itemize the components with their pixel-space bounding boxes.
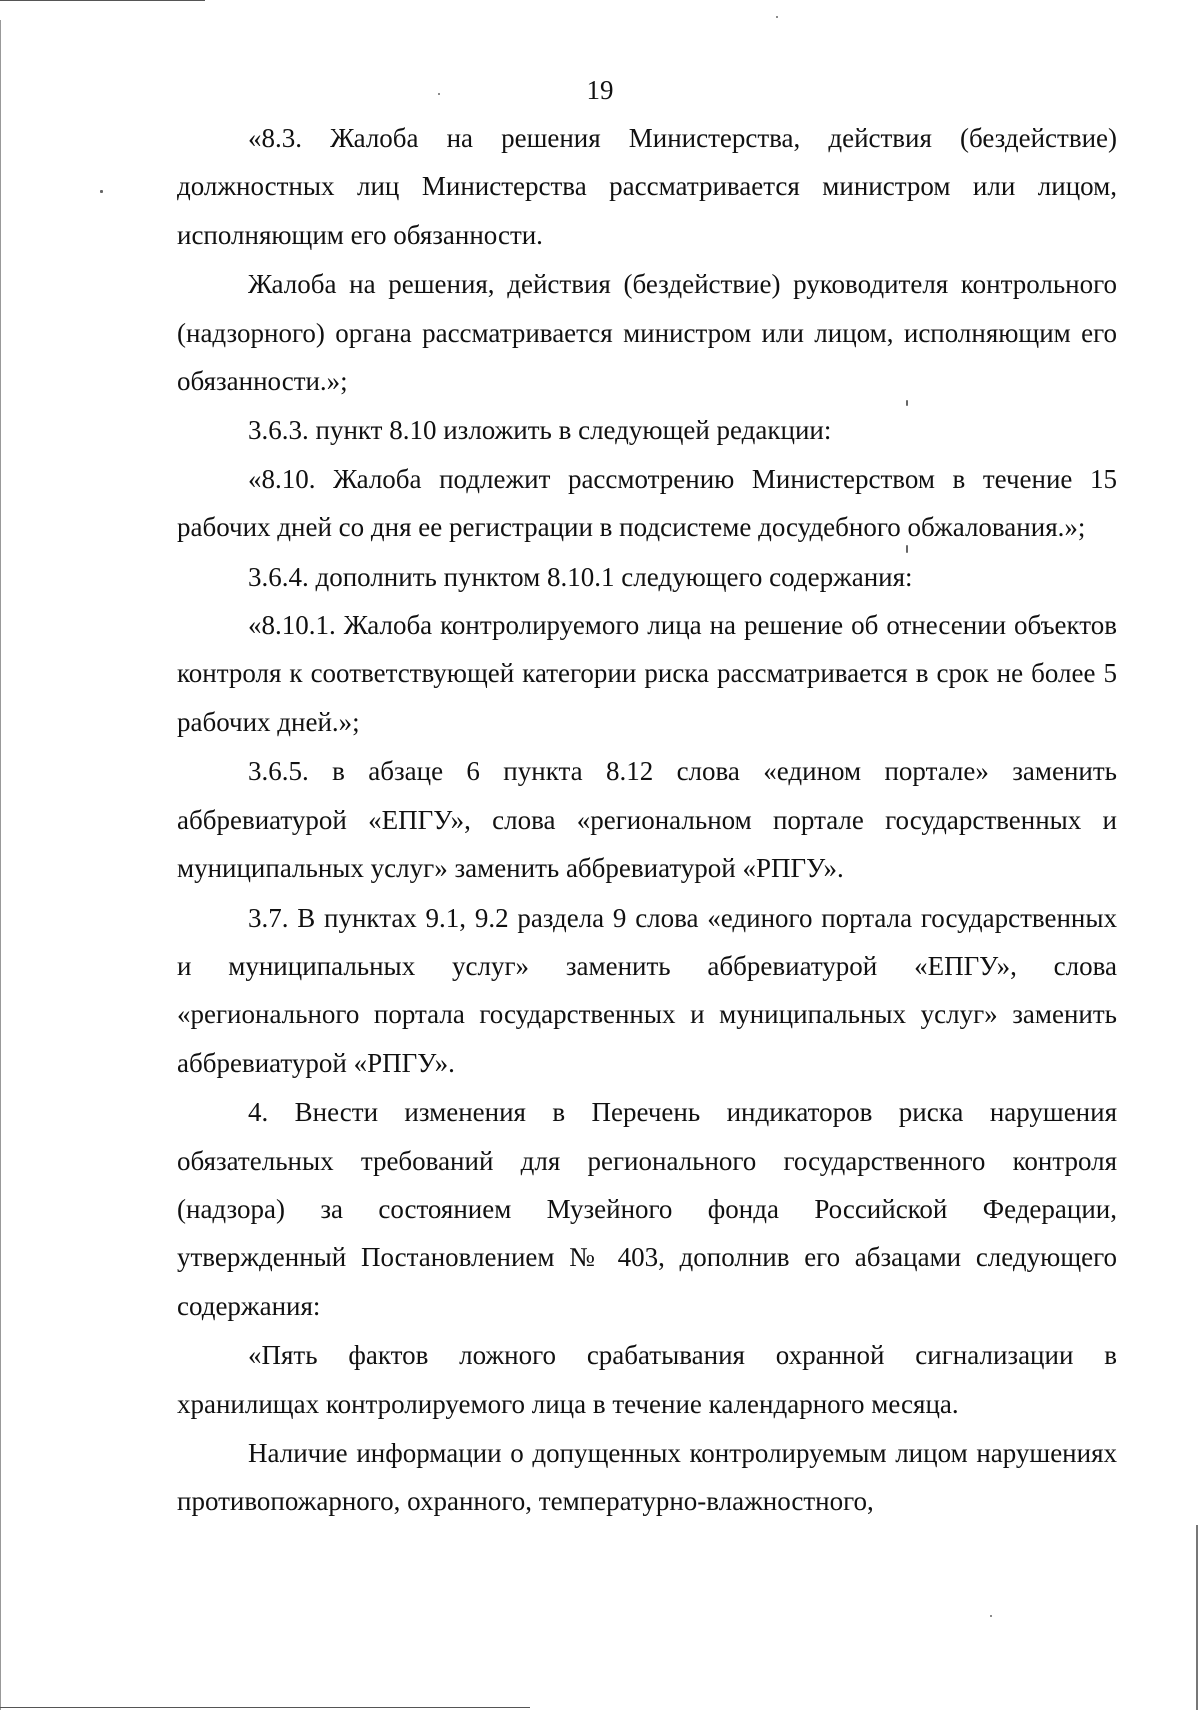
paragraph-3-6-5: 3.6.5. в абзаце 6 пункта 8.12 слова «едином портале» заменить аббревиатурой «ЕПГУ», слова «региональном портале государственных и муниципальных услуг» заменить аббревиатурой «РПГУ».: [177, 756, 1117, 884]
paragraph-4: 4. Внести изменения в Перечень индикаторов риска нарушения обязательных требований для регионального государственного контроля (надзора) за состоянием Музейного фонда Российской Федерации, утвержденный Постановлением № 403, дополнив его абзацами следующего содержания:: [177, 1097, 1117, 1321]
scan-speck: [100, 190, 103, 193]
paragraph-8-10: «8.10. Жалоба подлежит рассмотрению Министерством в течение 15 рабочих дней со дня ее регистрации в подсистеме досудебного обжалования.»;: [177, 463, 1117, 543]
scan-top-edge-line: [0, 0, 205, 1]
scan-right-edge-line: [1196, 1525, 1198, 1710]
paragraph-3-6-4: 3.6.4. дополнить пунктом 8.10.1 следующего содержания:: [248, 561, 913, 592]
paragraph-false-alarms: «Пять фактов ложного срабатывания охранной сигнализации в хранилищах контролируемого лица в течение календарного месяца.: [177, 1340, 1117, 1419]
paragraph-complaint-head: Жалоба на решения, действия (бездействие) руководителя контрольного (надзорного) органа рассматривается министром или лицом, исполняющим его обязанности.»;: [177, 269, 1117, 397]
document-body: [177, 114, 1117, 1526]
scan-speck: [776, 16, 778, 18]
paragraph-3-6-3: 3.6.3. пункт 8.10 изложить в следующей редакции:: [248, 415, 832, 446]
scan-bottom-edge-line: [0, 1707, 530, 1708]
scan-left-edge-line: [0, 20, 1, 1710]
scan-speck: [990, 1615, 992, 1617]
page-number: 19: [586, 75, 614, 105]
paragraph-8-10-1: «8.10.1. Жалоба контролируемого лица на решение об отнесении объектов контроля к соответствующей категории риска рассматривается в срок не более 5 рабочих дней.»;: [177, 610, 1117, 737]
paragraph-8-3: «8.3. Жалоба на решения Министерства, действия (бездействие) должностных лиц Министерства рассматривается министром или лицом, исполняющим его обязанности.: [177, 123, 1117, 250]
paragraph-violations-info: Наличие информации о допущенных контролируемым лицом нарушениях противопожарного, охранного, температурно-влажностного,: [177, 1437, 1117, 1517]
paragraph-3-7: 3.7. В пунктах 9.1, 9.2 раздела 9 слова «единого портала государственных и муниципальных услуг» заменить аббревиатурой «ЕПГУ», слова «регионального портала государственных и муниципальных услуг» заменить аббревиатурой «РПГУ».: [177, 902, 1117, 1078]
